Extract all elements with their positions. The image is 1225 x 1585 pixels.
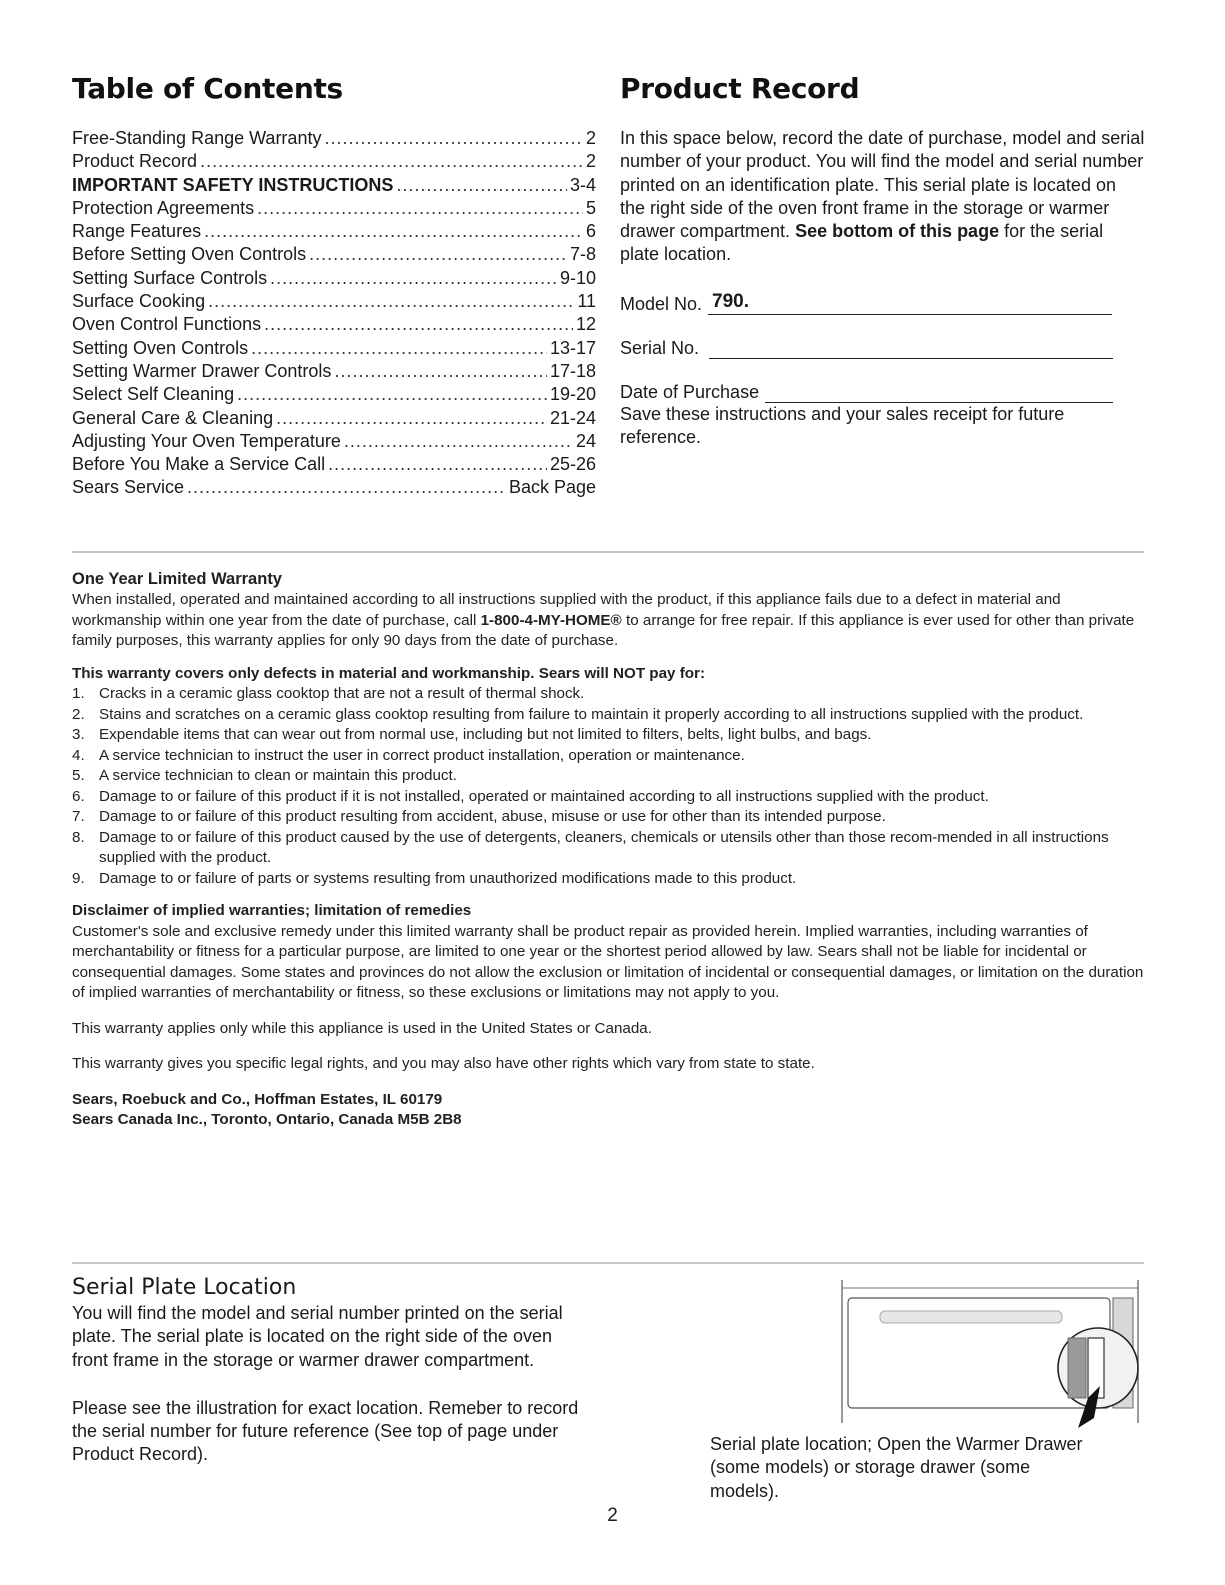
sears-us-address: Sears, Roebuck and Co., Hoffman Estates, IL 60179 (72, 1090, 443, 1108)
exclusion-text: A service technician to instruct the user in correct product installation, operation or maintenance. (99, 746, 745, 764)
exclusion-number: 6. (72, 787, 85, 805)
toc-leader-dots (237, 383, 547, 406)
exclusion-text: Stains and scratches on a ceramic glass cooktop resulting from failure to maintain it properly according to all instructions supplied with the product. (99, 705, 1084, 723)
model-number-value: 790. (712, 290, 750, 312)
legal-rights-note: This warranty gives you specific legal rights, and you may also have other rights which vary from state to state. (72, 1055, 815, 1072)
toc-leader-dots (187, 476, 506, 499)
toc-entry-title: General Care & Cleaning (72, 407, 274, 428)
toc-entry[interactable] (72, 220, 596, 243)
date-of-purchase-line[interactable] (765, 380, 1113, 403)
toc-entry-title: IMPORTANT SAFETY INSTRUCTIONS (72, 174, 394, 195)
warranty-intro (72, 590, 1148, 652)
toc-leader-dots (200, 150, 583, 173)
toc-entry-page: 5 (585, 197, 596, 218)
serial-plate-heading: Serial Plate Location (72, 1275, 297, 1300)
product-record (620, 72, 1145, 449)
exclusion-number: 9. (72, 869, 85, 887)
warranty-section (72, 569, 1148, 1131)
toc-leader-dots (276, 407, 547, 430)
toc-entry-page: 21-24 (549, 407, 596, 428)
toc-entry[interactable] (72, 360, 596, 383)
exclusion-item (72, 869, 1148, 890)
toc-list (72, 127, 596, 500)
toc-entry[interactable] (72, 430, 596, 453)
toc-entry-page: 19-20 (549, 384, 596, 405)
exclusion-item (72, 684, 1148, 705)
toc-entry-page: 24 (575, 430, 596, 451)
serial-plate-icon (1088, 1338, 1104, 1398)
exclusion-text: Damage to or failure of this product resulting from accident, abuse, misuse or use for other than its intended purpose. (99, 808, 886, 825)
toc-entry-title: Oven Control Functions (72, 314, 262, 335)
toc-entry-title: Setting Warmer Drawer Controls (72, 360, 332, 381)
exclusion-number: 3. (72, 726, 85, 743)
exclusion-item (72, 725, 1148, 746)
toc-entry-title: Select Self Cleaning (72, 384, 235, 405)
toc-entry-title: Product Record (72, 151, 198, 172)
warmer-drawer-illustration (838, 1278, 1143, 1428)
toc-entry[interactable] (72, 127, 596, 150)
toc-entry[interactable] (72, 197, 596, 220)
toc-entry-page: 2 (585, 151, 596, 172)
exclusion-number: 8. (72, 828, 85, 846)
toc-entry-page: Back Page (508, 477, 596, 498)
exclusion-item (72, 807, 1148, 828)
date-of-purchase-field[interactable] (620, 379, 1145, 403)
exclusion-item (72, 746, 1148, 767)
warranty-heading: One Year Limited Warranty (72, 570, 282, 588)
toc-entry-page: 17-18 (549, 360, 596, 381)
exclusion-number: 5. (72, 767, 85, 784)
model-number-line[interactable] (708, 292, 1112, 315)
exclusion-text: Damage to or failure of parts or systems resulting from unauthorized modifications made to this product. (99, 869, 797, 887)
serial-plate-paragraph-1: You will find the model and serial number printed on the serial plate. The serial plate is located on the right side of the oven front frame in the storage or warmer drawer compartment. (72, 1303, 563, 1370)
save-instructions-note: Save these instructions and your sales receipt for future reference. (620, 403, 1065, 448)
toc-entry-title: Protection Agreements (72, 197, 255, 218)
table-of-contents (72, 72, 596, 500)
toc-heading: Table of Contents (72, 72, 343, 105)
toc-entry[interactable] (72, 290, 596, 313)
toc-entry-page: 12 (575, 314, 596, 335)
toc-entry-title: Before Setting Oven Controls (72, 244, 307, 265)
toc-leader-dots (328, 453, 547, 476)
serial-number-label: Serial No. (620, 337, 700, 358)
toc-leader-dots (208, 290, 574, 313)
toc-entry[interactable] (72, 383, 596, 406)
serial-number-line[interactable] (709, 336, 1113, 359)
coverage-heading: This warranty covers only defects in material and workmanship. Sears will NOT pay for: (72, 664, 706, 682)
serial-plate-location (72, 1275, 592, 1467)
sears-canada-address: Sears Canada Inc., Toronto, Ontario, Canada M5B 2B8 (72, 1111, 462, 1128)
toc-entry[interactable] (72, 313, 596, 336)
exclusion-number: 2. (72, 705, 85, 723)
exclusion-text: Damage to or failure of this product caused by the use of detergents, cleaners, chemicals or utensils other than those recom-mended in all instructions supplied with the product. (99, 828, 1109, 866)
disclaimer-text: Customer's sole and exclusive remedy under this limited warranty shall be product repair as provided herein. Implied warranties, including warranties of merchantability or fitness for a particular purpose, are limited to one year or the shortest period allowed by law. Sears shall not be liable for incidental or consequential damages. Some states and provinces do not allow the exclusion or limitation of incidental or consequential damages, or limitation on the duration of implied warranties of merchantability or fitness, so these exclusions or limitations may not apply to you. (72, 922, 1144, 1001)
territory-note: This warranty applies only while this appliance is used in the United States or Canada. (72, 1019, 652, 1037)
toc-entry-page: 7-8 (569, 244, 596, 265)
section-divider-top (72, 551, 1144, 553)
toc-entry-title: Sears Service (72, 477, 185, 498)
toc-entry-title: Setting Oven Controls (72, 337, 249, 358)
intro-tail: for the serial plate location. (620, 221, 1104, 265)
model-number-label: Model No. (620, 293, 703, 314)
product-record-intro (620, 127, 1145, 267)
toc-entry-page: 9-10 (559, 267, 596, 288)
toc-entry-page: 13-17 (549, 337, 596, 358)
exclusions-list (72, 684, 1148, 889)
toc-entry-title: Free-Standing Range Warranty (72, 128, 322, 148)
serial-plate-paragraph-2: Please see the illustration for exact location. Remeber to record the serial number for future reference (See top of page under Product Record). (72, 1397, 579, 1465)
toc-entry-page: 6 (585, 221, 596, 242)
serial-number-field[interactable] (620, 335, 1145, 359)
toc-entry-title: Adjusting Your Oven Temperature (72, 430, 341, 451)
toc-entry-title: Range Features (72, 221, 202, 242)
date-of-purchase-label: Date of Purchase (620, 381, 760, 402)
toc-leader-dots (396, 174, 567, 197)
toc-entry[interactable] (72, 267, 596, 290)
toc-leader-dots (270, 267, 557, 290)
warranty-intro-b: to arrange for free repair. If this appliance is ever used for other than private family purposes, this warranty applies for only 90 days from the date of purchase. (72, 611, 1135, 649)
toc-leader-dots (334, 360, 547, 383)
toc-leader-dots (204, 220, 583, 243)
toc-leader-dots (251, 337, 547, 360)
toc-entry-page: 11 (577, 291, 596, 312)
toc-leader-dots (324, 127, 583, 150)
exclusion-number: 7. (72, 808, 85, 825)
disclaimer-heading: Disclaimer of implied warranties; limitation of remedies (72, 902, 472, 919)
toc-entry[interactable] (72, 453, 596, 476)
exclusion-number: 4. (72, 746, 85, 764)
page-number: 2 (607, 1505, 618, 1526)
exclusion-text: Cracks in a ceramic glass cooktop that are not a result of thermal shock. (99, 685, 585, 702)
illustration-caption: Serial plate location; Open the Warmer Drawer (some models) or storage drawer (some models). (710, 1434, 1083, 1501)
intro-text: In this space below, record the date of purchase, model and serial number of your product. You will find the model and serial number printed on an identification plate. This serial plate is located on the right side of the oven front frame in the storage or warmer drawer compartment. (620, 128, 1145, 242)
toc-entry[interactable] (72, 407, 596, 430)
exclusion-item (72, 705, 1148, 726)
toc-entry[interactable] (72, 476, 596, 499)
product-record-heading: Product Record (620, 72, 860, 105)
toc-entry[interactable] (72, 150, 596, 173)
toc-entry-page: 2 (585, 128, 596, 148)
toc-entry[interactable] (72, 174, 596, 197)
exclusion-item (72, 828, 1148, 869)
exclusion-text: Damage to or failure of this product if it is not installed, operated or maintained according to all instructions supplied with the product. (99, 787, 989, 805)
toc-entry-title: Setting Surface Controls (72, 267, 268, 288)
exclusion-text: Expendable items that can wear out from normal use, including but not limited to filters, belts, light bulbs, and bags. (99, 726, 872, 743)
warranty-intro-a: When installed, operated and maintained according to all instructions supplied with the product, if this appliance fails due to a defect in material and workmanship within one year from the date of purchase, call (72, 591, 1061, 629)
exclusion-number: 1. (72, 685, 85, 702)
toc-entry[interactable] (72, 243, 596, 266)
toc-entry-page: 3-4 (569, 174, 596, 195)
model-number-field[interactable] (620, 291, 1145, 315)
intro-bold-ref: See bottom of this page (795, 221, 1000, 242)
toc-leader-dots (344, 430, 573, 453)
toc-entry-title: Surface Cooking (72, 291, 206, 312)
toc-entry-page: 25-26 (549, 454, 596, 475)
section-divider-bottom (72, 1262, 1144, 1264)
sears-phone-number: 1-800-4-MY-HOME® (480, 611, 622, 629)
exclusion-item (72, 766, 1148, 787)
toc-leader-dots (257, 197, 583, 220)
exclusion-text: A service technician to clean or maintain this product. (99, 767, 457, 784)
toc-entry-title: Before You Make a Service Call (72, 454, 326, 475)
toc-leader-dots (309, 243, 567, 266)
exclusion-item (72, 787, 1148, 808)
toc-leader-dots (264, 313, 573, 336)
toc-entry[interactable] (72, 337, 596, 360)
